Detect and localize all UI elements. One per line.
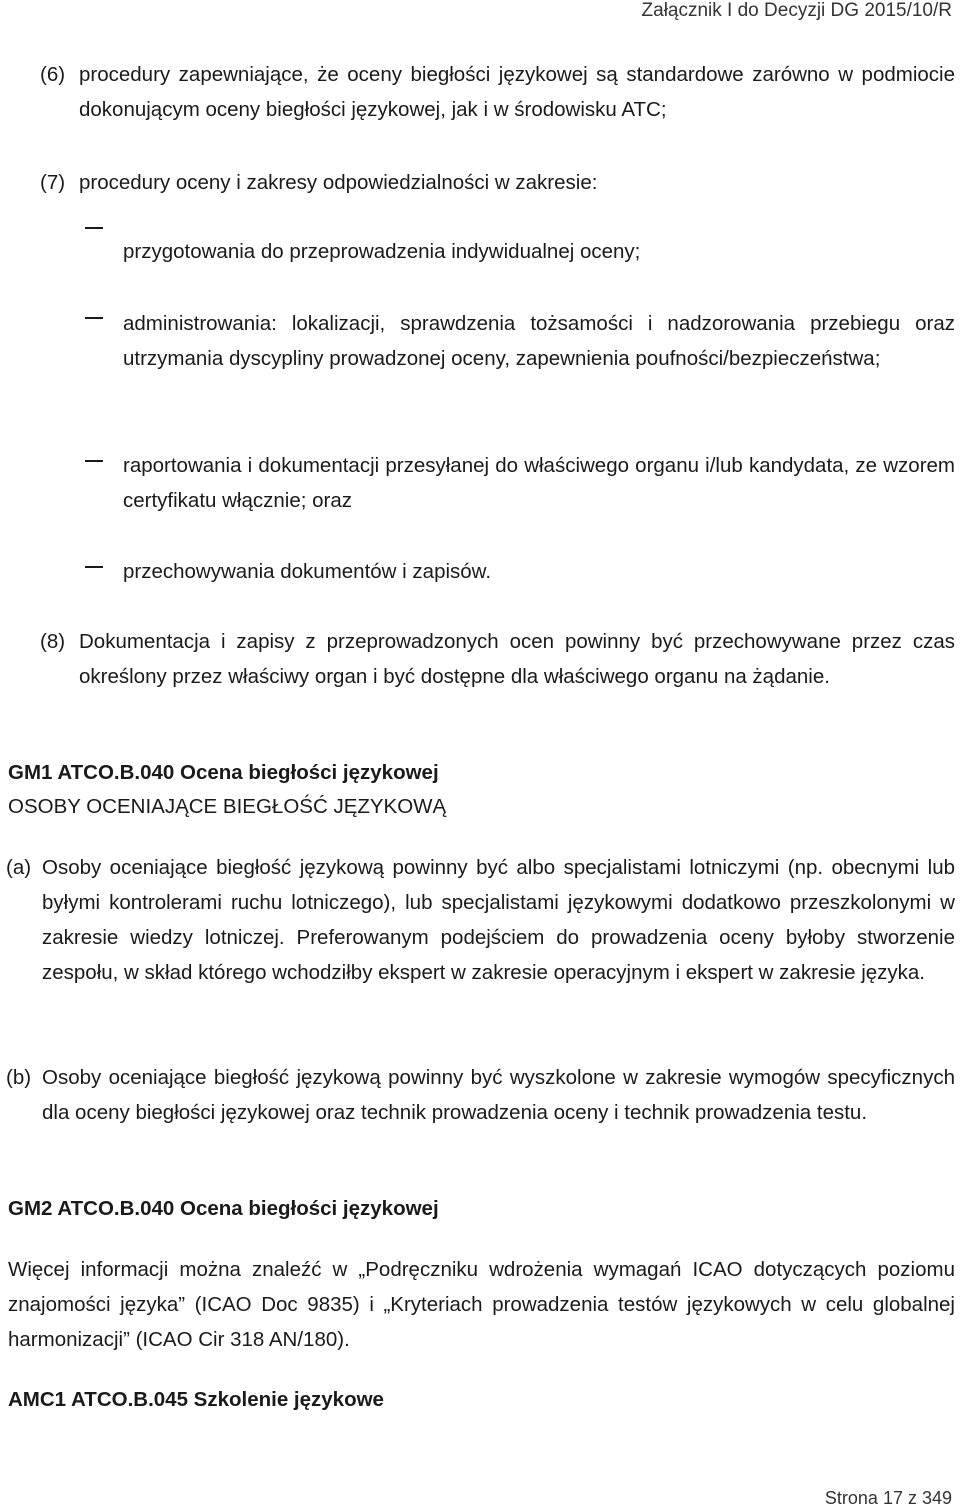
page-number: Strona 17 z 349	[824, 1488, 952, 1508]
gm2-heading: GM2 ATCO.B.040 Ocena biegłości językowej	[8, 1197, 439, 1220]
item-7-label: (7)	[40, 171, 66, 194]
gm1-b-text: Osoby oceniające biegłość językową powinny być wyszkolone w zakresie wymogów specyficznych dla oceny biegłości językowej oraz technik prowadzenia oceny i technik prowadzenia testu.	[42, 1066, 955, 1124]
gm2-text: Więcej informacji można znaleźć w „Podręczniku wdrożenia wymagań ICAO dotyczących poziomu znajomości języka” (ICAO Doc 9835) i „Kryteriach prowadzenia testów językowych w celu globalnej harmonizacji” (ICAO Cir 318 AN/180).	[8, 1258, 955, 1351]
bullet-dash	[85, 566, 103, 568]
gm1-subheading: OSOBY OCENIAJĄCE BIEGŁOŚĆ JĘZYKOWĄ	[8, 795, 447, 818]
bullet-dash	[85, 460, 103, 462]
item-8-label: (8)	[40, 630, 66, 653]
item-6-text: procedury zapewniające, że oceny biegłości językowej są standardowe zarówno w podmiocie dokonującym oceny biegłości językowej, jak i w środowisku ATC;	[79, 63, 955, 121]
item-7-text: procedury oceny i zakresy odpowiedzialności w zakresie:	[79, 171, 598, 194]
gm1-a-text: Osoby oceniające biegłość językową powinny być albo specjalistami lotniczymi (np. obecnymi lub byłymi kontrolerami ruchu lotniczego), lub specjalistami językowymi dodatkowo przeszkolonymi w zakresie wiedzy lotniczej. Preferowanym podejściem do prowadzenia oceny byłoby stworzenie zespołu, w skład którego wchodziłby ekspert w zakresie operacyjnym i ekspert w zakresie języka.	[42, 856, 955, 984]
bullet-dash	[85, 317, 103, 319]
bullet-dash	[85, 227, 103, 229]
gm1-a-label: (a)	[6, 856, 32, 879]
amc1-heading: AMC1 ATCO.B.045 Szkolenie językowe	[8, 1388, 384, 1411]
bullet-item: administrowania: lokalizacji, sprawdzenia tożsamości i nadzorowania przebiegu oraz utrzymania dyscypliny prowadzonej oceny, zapewnienia poufności/bezpieczeństwa;	[123, 312, 955, 370]
bullet-item: przechowywania dokumentów i zapisów.	[123, 560, 492, 583]
gm1-heading: GM1 ATCO.B.040 Ocena biegłości językowej	[8, 761, 439, 784]
document-reference: Załącznik I do Decyzji DG 2015/10/R	[641, 0, 952, 21]
item-8-text: Dokumentacja i zapisy z przeprowadzonych ocen powinny być przechowywane przez czas określony przez właściwy organ i być dostępne dla właściwego organu na żądanie.	[79, 630, 955, 688]
bullet-item: przygotowania do przeprowadzenia indywidualnej oceny;	[123, 240, 641, 263]
item-6-label: (6)	[40, 63, 66, 86]
gm1-b-label: (b)	[6, 1066, 32, 1089]
bullet-item: raportowania i dokumentacji przesyłanej do właściwego organu i/lub kandydata, ze wzorem certyfikatu włącznie; oraz	[123, 454, 955, 512]
